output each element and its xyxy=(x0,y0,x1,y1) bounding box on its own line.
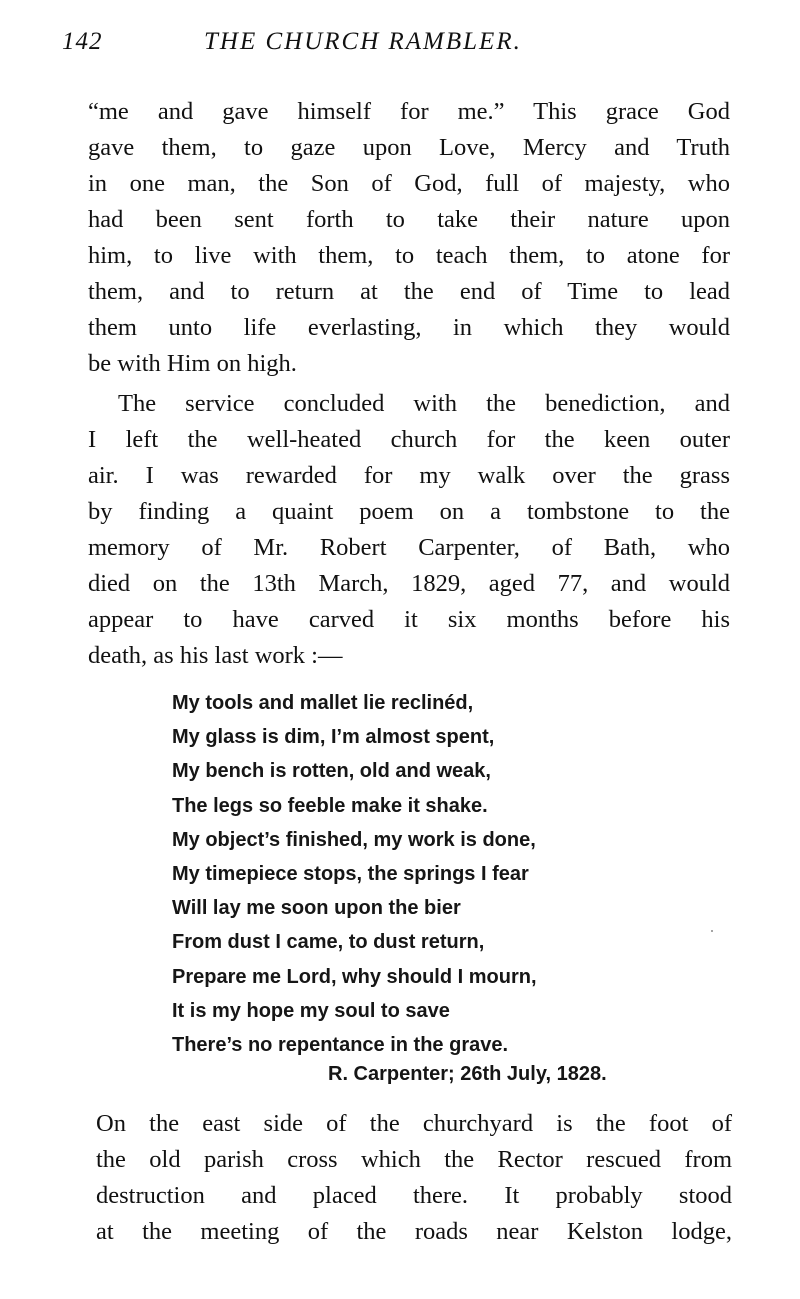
text-line: I left the well-heated church for the keen outer xyxy=(88,426,730,453)
text-line: at the meeting of the roads near Kelston lodge, xyxy=(96,1218,732,1245)
poem-line: My tools and mallet lie reclinéd, xyxy=(172,692,474,714)
poem-line: My object’s finished, my work is done, xyxy=(172,828,536,851)
text-line: appear to have carved it six months before his xyxy=(88,606,730,633)
text-line: them unto life everlasting, in which they would xyxy=(88,314,730,341)
text-line: The service concluded with the benediction, and xyxy=(118,390,730,417)
page-header xyxy=(62,28,742,62)
poem-line: The legs so feeble make it shake. xyxy=(172,794,488,817)
poem-line: There’s no repentance in the grave. xyxy=(172,1033,509,1056)
text-line: by finding a quaint poem on a tombstone to the xyxy=(88,498,730,525)
text-line: be with Him on high. xyxy=(88,350,297,377)
poem-line: Prepare me Lord, why should I mourn, xyxy=(172,965,537,988)
paragraph-service xyxy=(88,386,730,674)
text-line: died on the 13th March, 1829, aged 77, and would xyxy=(88,570,730,597)
poem-line: Will lay me soon upon the bier xyxy=(172,897,461,920)
text-line: in one man, the Son of God, full of majesty, who xyxy=(88,170,730,197)
paper-speck xyxy=(711,930,713,932)
paragraph-continued xyxy=(88,94,730,382)
text-line: On the east side of the churchyard is the foot of xyxy=(96,1110,732,1137)
poem-line: It is my hope my soul to save xyxy=(172,999,450,1022)
poem-line: My glass is dim, I’m almost spent, xyxy=(172,726,495,749)
poem-signature: R. Carpenter; 26th July, 1828. xyxy=(328,1063,607,1085)
text-line: death, as his last work :— xyxy=(88,642,343,669)
poem-line: My bench is rotten, old and weak, xyxy=(172,760,491,783)
text-line: destruction and placed there. It probably stood xyxy=(96,1182,732,1209)
paragraph-churchyard xyxy=(96,1106,732,1250)
text-line: the old parish cross which the Rector rescued from xyxy=(96,1146,732,1173)
page-number: 142 xyxy=(62,28,103,55)
text-line: “me and gave himself for me.” This grace God xyxy=(88,98,730,125)
poem-line: My timepiece stops, the springs I fear xyxy=(172,862,529,885)
text-line: him, to live with them, to teach them, to atone for xyxy=(88,242,730,269)
text-line: memory of Mr. Robert Carpenter, of Bath, who xyxy=(88,534,730,561)
text-line: gave them, to gaze upon Love, Mercy and Truth xyxy=(88,134,730,161)
text-line: air. I was rewarded for my walk over the grass xyxy=(88,462,730,489)
text-line: had been sent forth to take their nature upon xyxy=(88,206,730,233)
text-line: them, and to return at the end of Time to lead xyxy=(88,278,730,305)
tombstone-poem xyxy=(172,686,732,1062)
running-title: THE CHURCH RAMBLER. xyxy=(204,28,522,55)
poem-line: From dust I came, to dust return, xyxy=(172,931,485,954)
